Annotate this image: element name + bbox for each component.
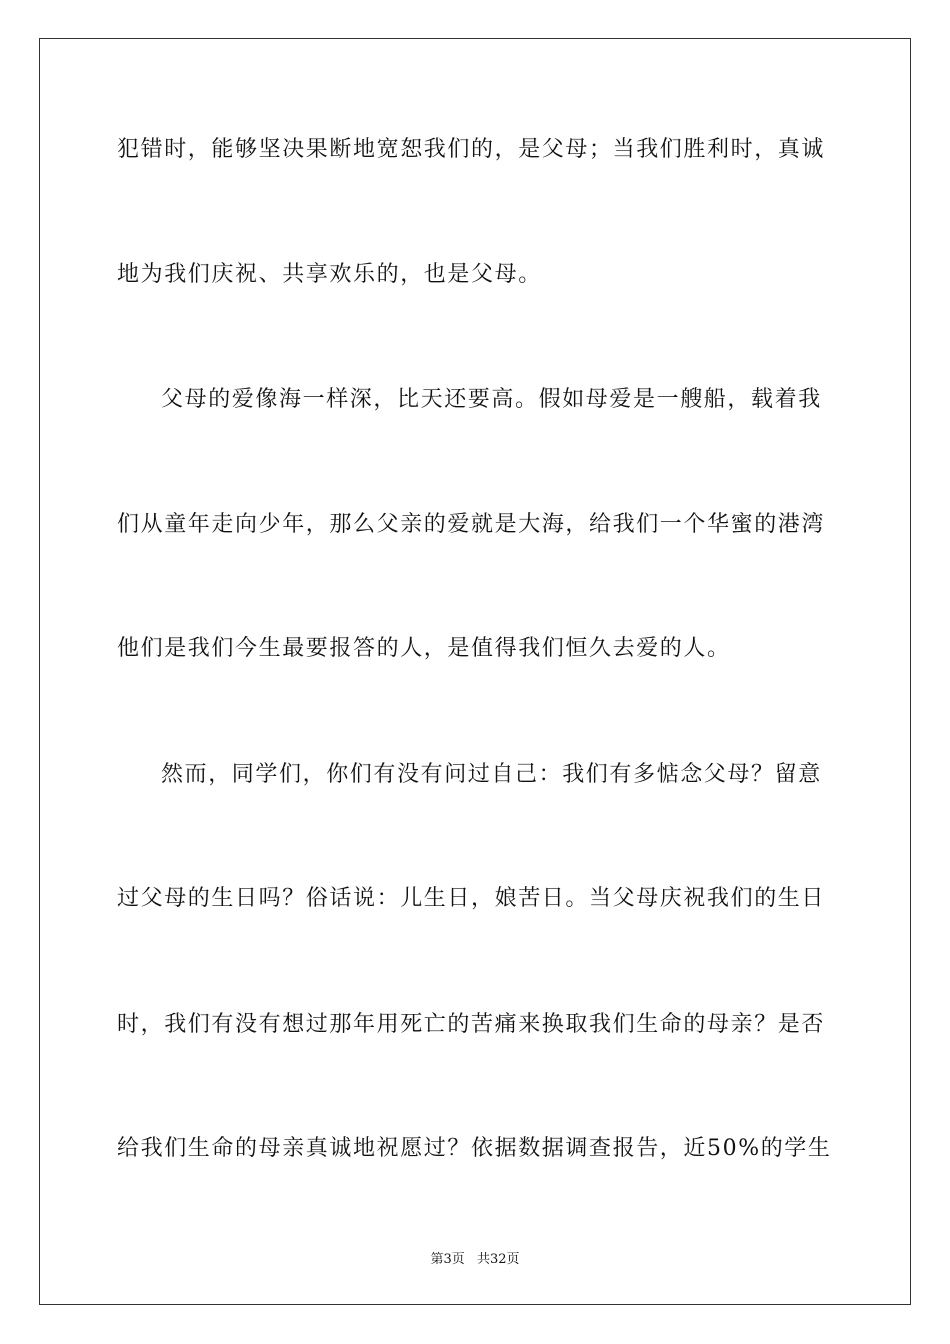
text-line: 犯错时，能够坚决果断地宽恕我们的，是父母；当我们胜利时，真诚 xyxy=(117,137,826,162)
text-line: 地为我们庆祝、共享欢乐的，也是父母。 xyxy=(117,262,542,287)
text-line: 过父母的生日吗？俗话说：儿生日，娘苦日。当父母庆祝我们的生日 xyxy=(117,886,826,911)
text-line: 们从童年走向少年，那么父亲的爱就是大海，给我们一个华蜜的港湾 xyxy=(117,512,826,537)
paragraph-start-line: 然而，同学们，你们有没有问过自己：我们有多惦念父母？留意 xyxy=(161,762,822,787)
page-border xyxy=(39,38,911,1305)
page-footer xyxy=(0,1248,950,1267)
text-line: 给我们生命的母亲真诚地祝愿过？依据数据调查报告，近50%的学生 xyxy=(117,1136,832,1161)
paragraph-start-line: 父母的爱像海一样深，比天还要高。假如母爱是一艘船，载着我 xyxy=(161,387,822,412)
text-line: 他们是我们今生最要报答的人，是值得我们恒久去爱的人。 xyxy=(117,636,731,661)
page-number: 第3页 xyxy=(430,1252,465,1267)
page-total: 共32页 xyxy=(476,1252,520,1267)
text-line: 时，我们有没有想过那年用死亡的苦痛来换取我们生命的母亲？是否 xyxy=(117,1012,826,1037)
